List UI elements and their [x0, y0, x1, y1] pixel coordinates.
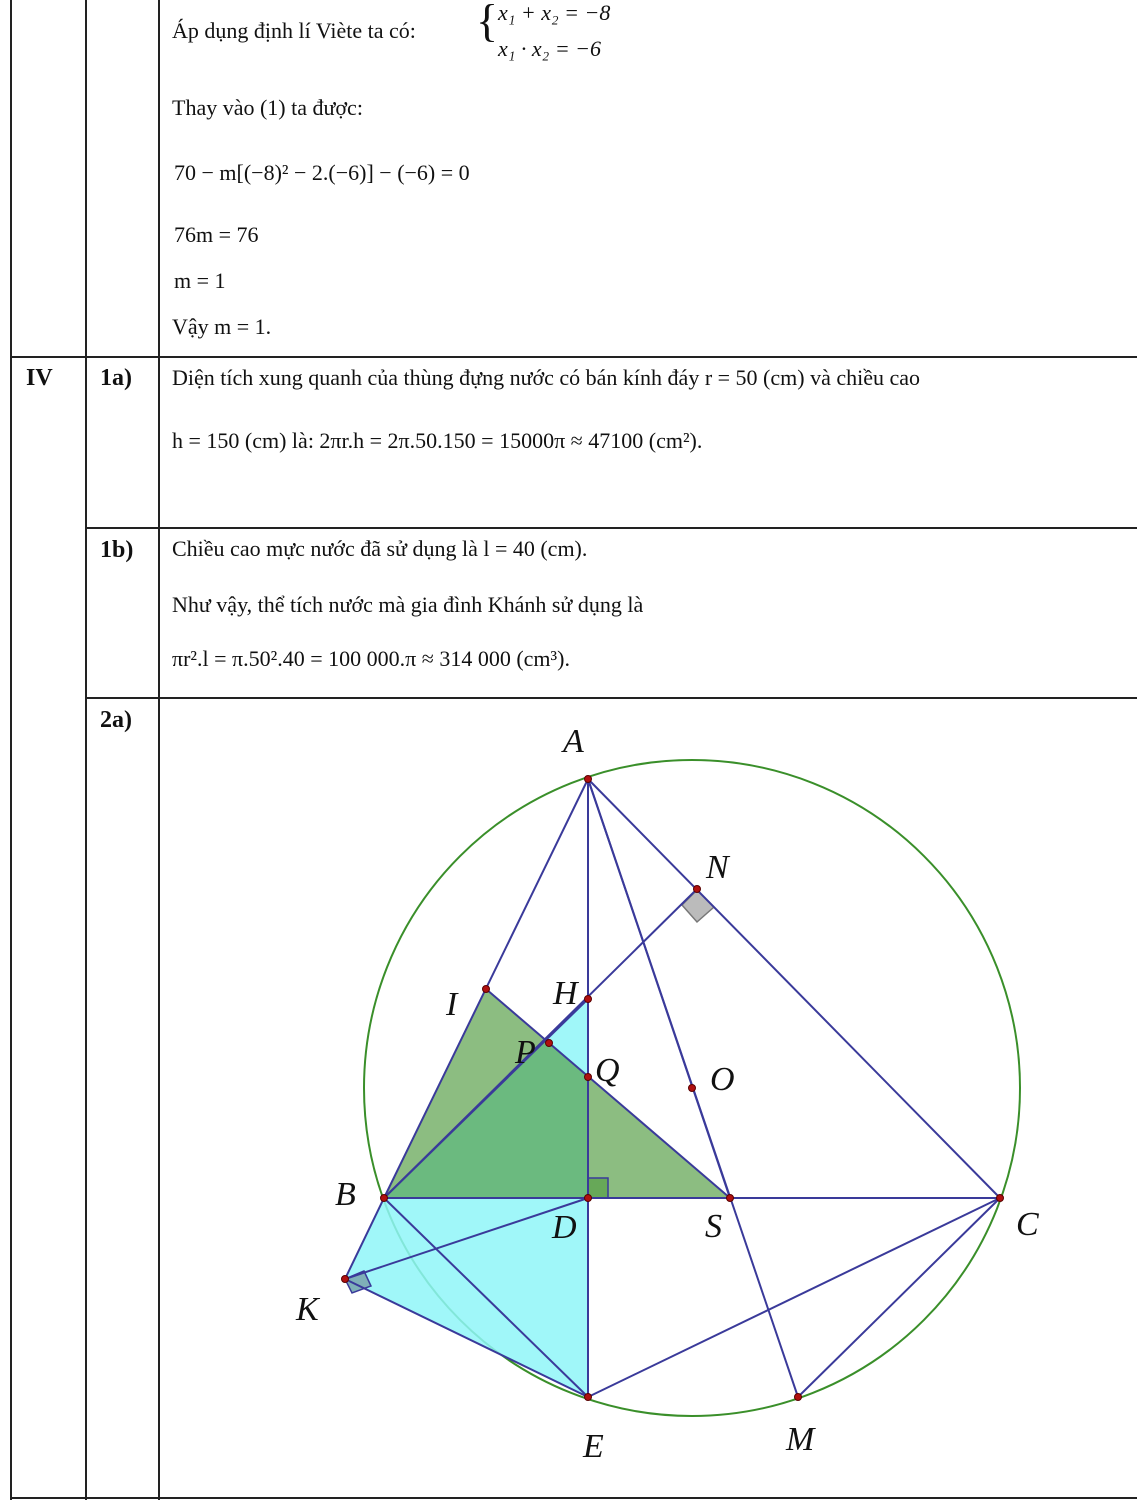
label-b: B — [335, 1176, 356, 1213]
point-c — [997, 1195, 1004, 1202]
section-label: IV — [26, 365, 53, 391]
equation-line-1: 70 − m[(−8)² − 2.(−6)] − (−6) = 0 — [174, 160, 470, 185]
label-a: A — [563, 723, 584, 760]
point-o — [689, 1085, 696, 1092]
label-m: M — [786, 1421, 815, 1458]
part-1b-line-3: πr².l = π.50².40 = 100 000.π ≈ 314 000 (cm³). — [172, 646, 570, 671]
point-b — [381, 1195, 388, 1202]
viete-intro: Áp dụng định lí Viète ta có: — [172, 18, 416, 43]
part-1a-line-1: Diện tích xung quanh của thùng đựng nước có bán kính đáy r = 50 (cm) và chiều cao — [172, 365, 921, 390]
point-q — [585, 1074, 592, 1081]
point-i — [483, 986, 490, 993]
label-c: C — [1016, 1206, 1039, 1243]
point-k — [342, 1276, 349, 1283]
part-1b-line-1: Chiều cao mực nước đã sử dụng là l = 40 (cm). — [172, 536, 588, 561]
label-p: P — [515, 1034, 536, 1071]
viete-eq1: x₁ + x₂ = −8 — [498, 0, 611, 25]
equation-line-3: m = 1 — [174, 268, 226, 293]
conclusion-text: Vậy m = 1. — [172, 314, 272, 339]
part-1b-label: 1b) — [100, 537, 134, 563]
point-n — [694, 886, 701, 893]
point-s — [727, 1195, 734, 1202]
system-brace: { — [476, 0, 499, 46]
part-1a-label: 1a) — [100, 365, 132, 391]
label-q: Q — [595, 1052, 620, 1089]
point-p — [546, 1040, 553, 1047]
part-1b-line-2: Như vậy, thể tích nước mà gia đình Khánh sử dụng là — [172, 592, 644, 617]
label-h: H — [553, 975, 578, 1012]
point-e — [585, 1394, 592, 1401]
part-1a-line-2: h = 150 (cm) là: 2πr.h = 2π.50.150 = 15000π ≈ 47100 (cm²). — [172, 428, 703, 453]
point-m — [795, 1394, 802, 1401]
label-e: E — [583, 1428, 604, 1465]
label-s: S — [705, 1208, 722, 1245]
point-h — [585, 996, 592, 1003]
label-i: I — [446, 986, 458, 1023]
label-n: N — [706, 849, 729, 886]
part-2a-label: 2a) — [100, 707, 132, 733]
equation-line-2: 76m = 76 — [174, 222, 259, 247]
label-d: D — [552, 1209, 577, 1246]
label-k: K — [296, 1291, 319, 1328]
right-angle-marker-n — [682, 890, 714, 922]
label-o: O — [710, 1061, 735, 1098]
viete-eq2: x₁ · x₂ = −6 — [498, 36, 602, 61]
right-angle-marker-d — [588, 1178, 608, 1198]
point-a — [585, 776, 592, 783]
substitute-intro: Thay vào (1) ta được: — [172, 95, 363, 120]
point-d — [585, 1195, 592, 1202]
